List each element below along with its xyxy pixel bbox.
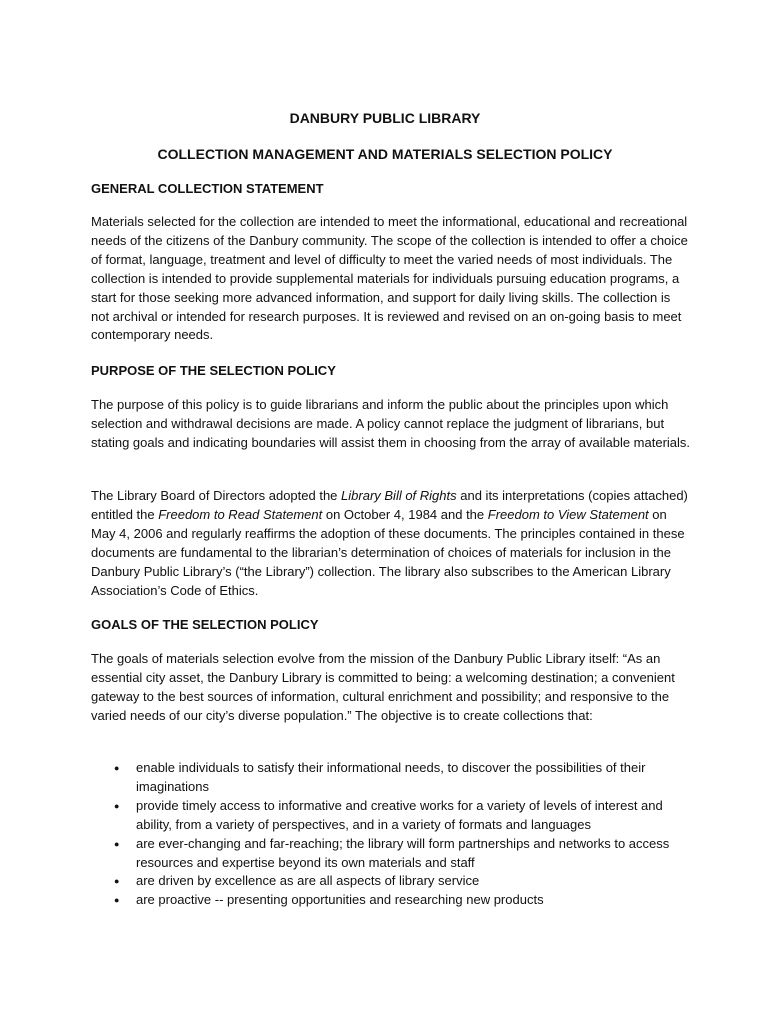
freedom-to-read-statement: Freedom to Read Statement bbox=[158, 506, 323, 522]
list-item: ● enable individuals to satisfy their informational needs, to discover the possibilities of their imaginations bbox=[91, 759, 691, 797]
board-text-3: on October 4, 1984 and the bbox=[322, 506, 488, 522]
general-collection-heading: GENERAL COLLECTION STATEMENT bbox=[91, 181, 324, 196]
board-text-4: on May 4, 2006 and regularly reaffirms the adoption of these documents. The principles contained in these documents are fundamental to the librarian’s determination of choices of materials for inclusion in the Danbury Public Library’s (“the Library”) collection. The library also subscribes to the American Library Association’s Code of Ethics. bbox=[91, 506, 685, 598]
board-text-1: The Library Board of Directors adopted the bbox=[91, 488, 342, 503]
list-item: ● are ever-changing and far-reaching; the library will form partnerships and networks to access resources and expertise beyond its own materials and staff bbox=[91, 835, 691, 873]
freedom-to-view-statement: Freedom to View Statement bbox=[487, 506, 649, 522]
list-item: ● are proactive -- presenting opportunities and researching new products bbox=[91, 891, 691, 910]
purpose-paragraph: The purpose of this policy is to guide librarians and inform the public about the principles upon which selection and withdrawal decisions are made. A policy cannot replace the judgment of librarians, but stating goals and indicating boundaries will assist them in choosing from the array of available materials. bbox=[91, 397, 691, 450]
goals-heading: GOALS OF THE SELECTION POLICY bbox=[91, 617, 319, 632]
general-collection-paragraph: Materials selected for the collection are intended to meet the informational, educational and recreational needs of the citizens of the Danbury community. The scope of the collection is intended to offer a choice of format, language, treatment and level of difficulty to meet the varied needs of most individuals. The collection is intended to provide supplemental materials for individuals pursuing education programs, a start for those seeking more advanced information, and support for daily living skills. The collection is not archival or intended for research purposes. It is reviewed and revised on an on-going basis to meet contemporary needs. bbox=[91, 214, 688, 343]
board-text-2: and its interpretations (copies attached) entitled the bbox=[91, 488, 688, 522]
library-bill-of-rights: Library Bill of Rights bbox=[341, 488, 457, 503]
board-adoption-paragraph bbox=[91, 487, 691, 600]
list-item: ● are driven by excellence as are all aspects of library service bbox=[91, 872, 691, 891]
list-item: ● provide timely access to informative and creative works for a variety of levels of interest and ability, from a variety of perspectives, and in a variety of formats and languages bbox=[91, 797, 691, 835]
purpose-heading: PURPOSE OF THE SELECTION POLICY bbox=[91, 363, 336, 378]
goals-paragraph: The goals of materials selection evolve from the mission of the Danbury Public Library itself: “As an essential city asset, the Danbury Library is committed to being: a welcoming destination; a convenient gateway to the best sources of information, cultural enrichment and possibility; and responsive to the varied needs of our city’s diverse population.” The objective is to create collections that: bbox=[91, 651, 675, 723]
goals-bullet-list bbox=[91, 759, 691, 910]
library-name: DANBURY PUBLIC LIBRARY bbox=[289, 110, 481, 126]
policy-title: COLLECTION MANAGEMENT AND MATERIALS SELECTION POLICY bbox=[157, 146, 613, 162]
